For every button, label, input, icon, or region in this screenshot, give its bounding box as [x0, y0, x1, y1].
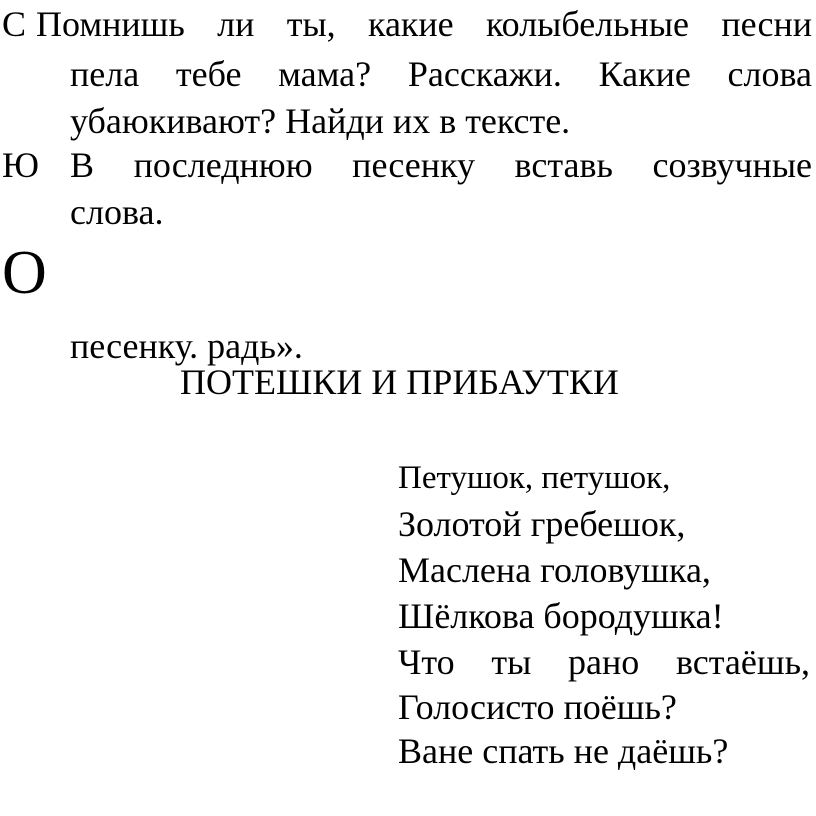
big-letter-o: О — [2, 239, 47, 307]
text-fragment: песенку. радь». — [70, 326, 303, 366]
question-marker-s: С — [2, 4, 27, 44]
question-2-line-2: слова. — [70, 192, 164, 232]
poem-line-7: Ване спать не даёшь? — [398, 731, 729, 771]
poem-line-3: Маслена головушка, — [398, 550, 711, 590]
question-2-line-1: В последнюю песенку вставь созвучные — [70, 145, 812, 185]
question-1-line-1: Помнишь ли ты, какие колыбельные песни — [36, 4, 812, 44]
poem — [398, 455, 810, 773]
question-1-line-2: пела тебе мама? Расскажи. Какие слова — [70, 54, 812, 94]
question-marker-yu: Ю — [2, 145, 40, 185]
poem-line-5: Что ты рано встаёшь, — [398, 642, 810, 682]
poem-line-1: Петушок, петушок, — [398, 460, 671, 496]
question-1-line-3: убаюкивают? Найди их в тексте. — [70, 101, 571, 141]
section-title: ПОТЕШКИ И ПРИБАУТКИ — [180, 362, 619, 402]
poem-line-2: Золотой гребешок, — [398, 504, 686, 544]
poem-line-6: Голосисто поёшь? — [398, 687, 677, 727]
poem-line-4: Шёлкова бородушка! — [398, 596, 724, 636]
